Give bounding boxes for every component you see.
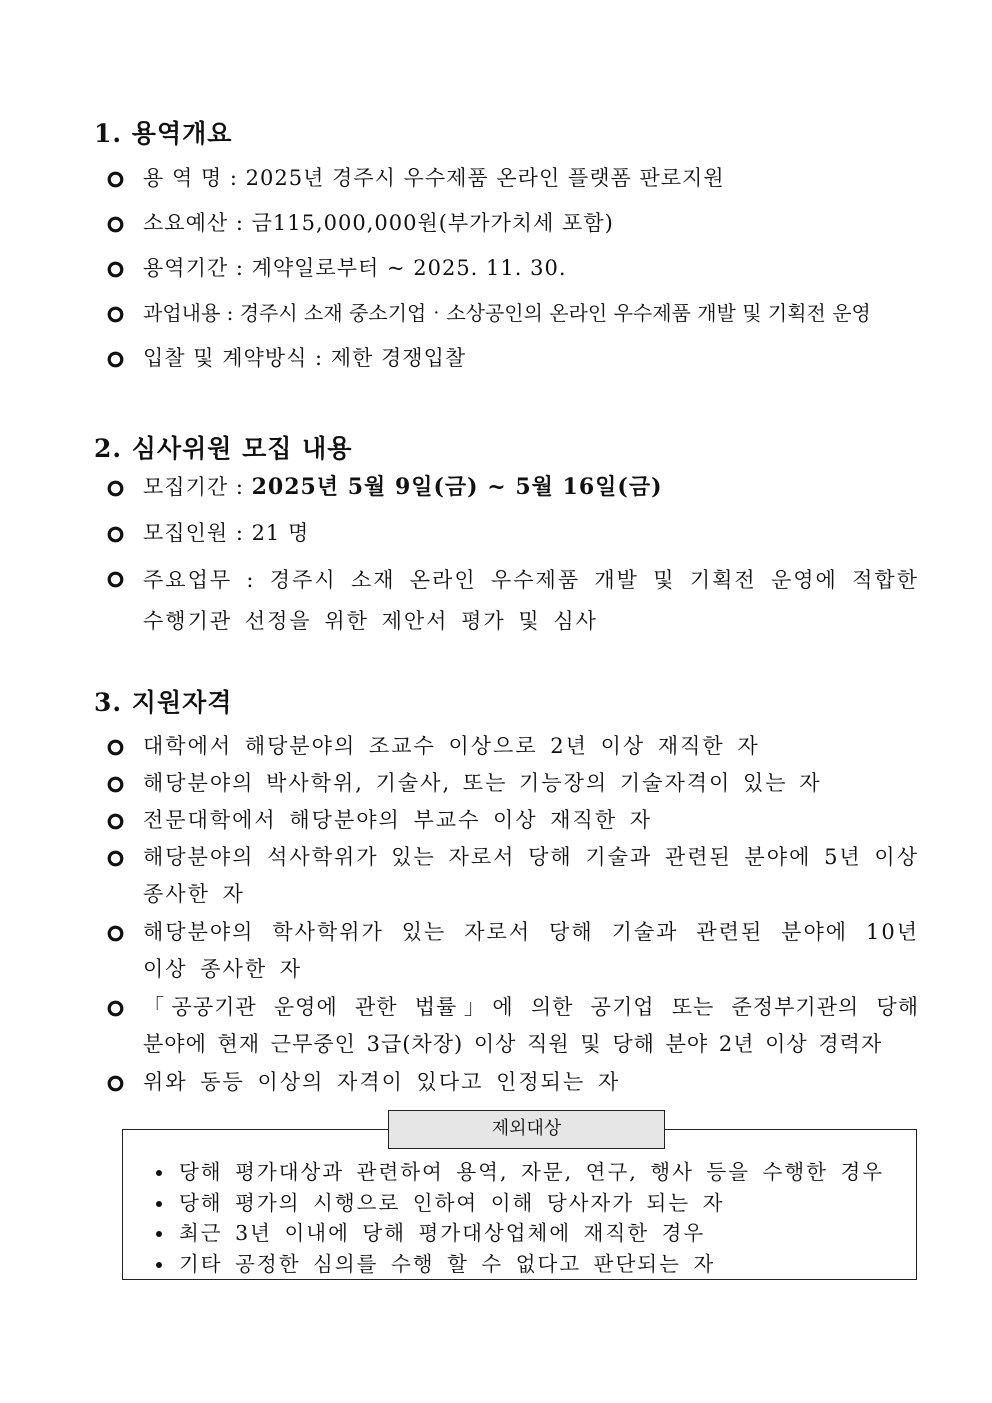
overview-scope: 과업내용 : 경주시 소재 중소기업‧소상공인의 온라인 우수제품 개발 및 기획전 운영 xyxy=(143,301,871,325)
qualification-item: 전문대학에서 해당분야의 부교수 이상 재직한 자 xyxy=(143,808,653,832)
hollow-circle-bullet-icon xyxy=(107,526,124,543)
overview-budget: 소요예산 : 금115,000,000원(부가가치세 포함) xyxy=(143,211,614,235)
hollow-circle-bullet-icon xyxy=(107,171,124,188)
list-item xyxy=(107,765,919,802)
hollow-circle-bullet-icon xyxy=(107,571,124,588)
list-item xyxy=(107,839,919,913)
section-title-qualifications: 3. 지원자격 xyxy=(94,688,233,717)
list-item xyxy=(107,160,919,197)
exclusion-list xyxy=(155,1157,910,1279)
bullet-dot-icon xyxy=(156,1231,162,1237)
hollow-circle-bullet-icon xyxy=(107,216,124,233)
qualification-item: 해당분야의 학사학위가 있는 자로서 당해 기술과 관련된 분야에 10년 이상 종사한 자 xyxy=(143,920,919,981)
exclusion-item xyxy=(155,1218,910,1249)
exclusion-item-text: 당해 평가대상과 관련하여 용역, 자문, 연구, 행사 등을 수행한 경우 xyxy=(179,1160,885,1184)
bullet-dot-icon xyxy=(156,1170,162,1176)
list-item xyxy=(107,469,919,506)
section-title-recruitment: 2. 심사위원 모집 내용 xyxy=(94,434,353,463)
hollow-circle-bullet-icon xyxy=(107,813,124,830)
hollow-circle-bullet-icon xyxy=(107,351,124,368)
qualification-item: 대학에서 해당분야의 조교수 이상으로 2년 이상 재직한 자 xyxy=(143,734,760,758)
recruitment-count: 모집인원 : 21 명 xyxy=(143,521,310,545)
bullet-dot-icon xyxy=(156,1262,162,1268)
recruitment-duties: 주요업무 : 경주시 소재 온라인 우수제품 개발 및 기획전 운영에 적합한 수행기관 선정을 위한 제안서 평가 및 심사 xyxy=(143,568,919,633)
hollow-circle-bullet-icon xyxy=(107,1000,124,1017)
list-item xyxy=(107,728,919,765)
list-item xyxy=(107,1064,919,1101)
recruitment-period xyxy=(143,469,919,506)
qualification-item: 해당분야의 석사학위가 있는 자로서 당해 기술과 관련된 분야에 5년 이상 종사한 자 xyxy=(143,845,919,906)
list-item xyxy=(107,340,919,377)
exclusion-item xyxy=(155,1249,910,1280)
exclusion-item-text: 최근 3년 이내에 당해 평가대상업체에 재직한 경우 xyxy=(179,1221,706,1245)
hollow-circle-bullet-icon xyxy=(107,480,124,497)
list-item xyxy=(107,802,919,839)
qualification-item: 해당분야의 박사학위, 기술사, 또는 기능장의 기술자격이 있는 자 xyxy=(143,771,822,795)
exclusion-item-text: 당해 평가의 시행으로 인하여 이해 당사자가 되는 자 xyxy=(179,1190,725,1215)
exclusion-item-text: 기타 공정한 심의를 수행 할 수 없다고 판단되는 자 xyxy=(179,1251,716,1276)
qualification-item: 「공공기관 운영에 관한 법률」에 의한 공기업 또는 준정부기관의 당해 분야에 현재 근무중인 3급(차장) 이상 직원 및 당해 분야 2년 이상 경력자 xyxy=(143,995,919,1056)
list-item xyxy=(107,914,919,988)
exclusion-item xyxy=(155,1188,910,1219)
list-item xyxy=(107,515,919,552)
recruitment-period-value: 2025년 5월 9일(금) ~ 5월 16일(금) xyxy=(251,474,663,500)
list-item xyxy=(107,295,919,332)
hollow-circle-bullet-icon xyxy=(107,306,124,323)
hollow-circle-bullet-icon xyxy=(107,1075,124,1092)
overview-bidding-method: 입찰 및 계약방식 : 제한 경쟁입찰 xyxy=(143,346,467,370)
list-item xyxy=(107,560,919,642)
exclusion-title: 제외대상 xyxy=(388,1110,665,1149)
hollow-circle-bullet-icon xyxy=(107,850,124,867)
list-item xyxy=(107,250,919,287)
hollow-circle-bullet-icon xyxy=(107,776,124,793)
overview-service-name: 용 역 명 : 2025년 경주시 우수제품 온라인 플랫폼 판로지원 xyxy=(143,166,725,190)
overview-period: 용역기간 : 계약일로부터 ~ 2025. 11. 30. xyxy=(143,256,567,280)
qualification-item: 위와 동등 이상의 자격이 있다고 인정되는 자 xyxy=(143,1070,621,1094)
list-item xyxy=(107,205,919,242)
list-item xyxy=(107,989,919,1063)
hollow-circle-bullet-icon xyxy=(107,925,124,942)
section-title-overview: 1. 용역개요 xyxy=(94,119,233,148)
recruitment-period-label: 모집기간 : xyxy=(143,475,252,499)
exclusion-item xyxy=(155,1157,910,1188)
hollow-circle-bullet-icon xyxy=(107,739,124,756)
bullet-dot-icon xyxy=(156,1201,162,1207)
hollow-circle-bullet-icon xyxy=(107,261,124,278)
